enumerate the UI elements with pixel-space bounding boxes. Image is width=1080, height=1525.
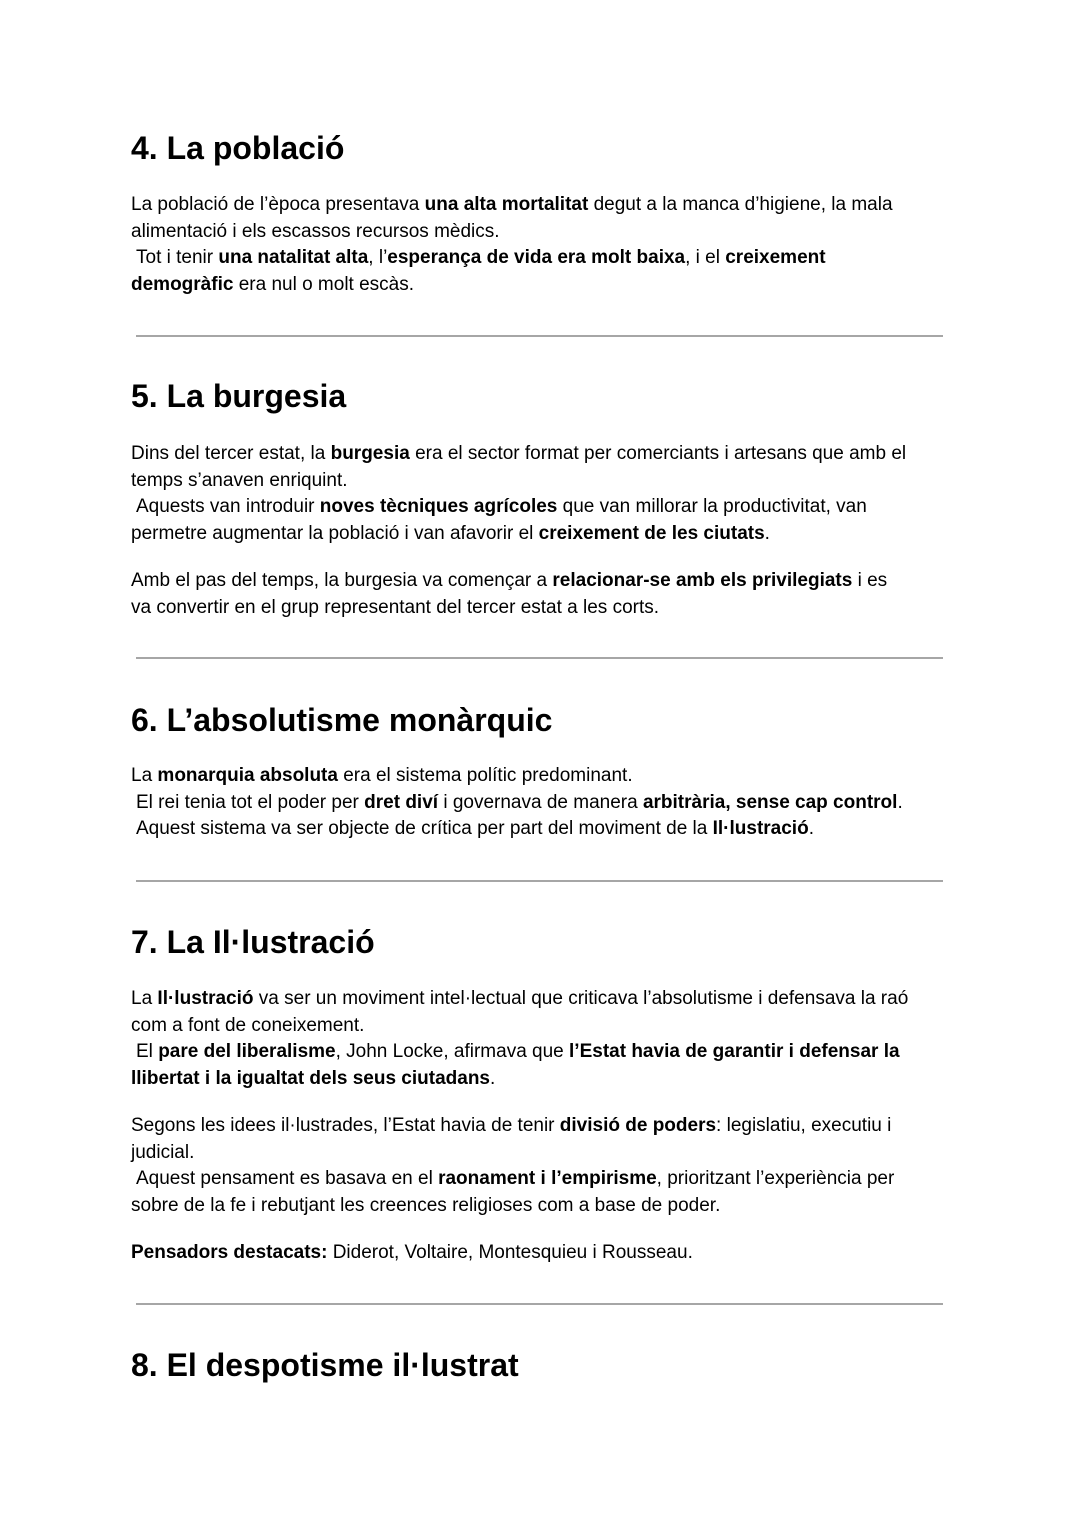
paragraph	[131, 763, 946, 843]
section-body	[131, 441, 946, 547]
text-line: La població de l’època presentava una alta mortalitat degut a la manca d’higiene, la mala	[131, 194, 893, 215]
text-line: com a font de coneixement.	[131, 1014, 365, 1036]
text-line: temps s’anaven enriquint.	[131, 469, 348, 491]
section-divider	[136, 657, 943, 659]
paragraph	[131, 192, 946, 298]
text-line: Aquest sistema va ser objecte de crítica per part del moviment de la Il·lustració.	[136, 818, 814, 839]
text-line: Amb el pas del temps, la burgesia va començar a relacionar-se amb els privilegiats i es	[131, 570, 888, 591]
text-line: Aquests van introduir noves tècniques agrícoles que van millorar la productivitat, van	[136, 496, 867, 517]
text-line: El pare del liberalisme, John Locke, afirmava que l’Estat havia de garantir i defensar la	[136, 1041, 900, 1062]
section-body	[131, 1240, 946, 1267]
text-line: La Il·lustració va ser un moviment intel·lectual que criticava l’absolutisme i defensava la raó	[131, 988, 909, 1009]
section-body	[131, 763, 946, 843]
paragraph	[131, 568, 946, 621]
paragraph	[131, 1240, 946, 1267]
text-line: Dins del tercer estat, la burgesia era el sector format per comerciants i artesans que amb el	[131, 443, 907, 464]
text-line: demogràfic era nul o molt escàs.	[131, 273, 415, 295]
paragraph	[131, 986, 946, 1092]
section-title: 6. L’absolutisme monàrquic	[131, 702, 553, 738]
text-line: Pensadors destacats: Diderot, Voltaire, Montesquieu i Rousseau.	[131, 1242, 693, 1263]
text-line: Tot i tenir una natalitat alta, l’esperança de vida era molt baixa, i el creixement	[136, 247, 826, 268]
section-title: 7. La Il·lustració	[131, 924, 375, 960]
text-line: La monarquia absoluta era el sistema polític predominant.	[131, 765, 633, 786]
text-line: permetre augmentar la població i van afavorir el creixement de les ciutats.	[131, 522, 770, 544]
section-title: 8. El despotisme il·lustrat	[131, 1347, 519, 1383]
text-line: llibertat i la igualtat dels seus ciutadans.	[131, 1067, 496, 1089]
text-line: sobre de la fe i rebutjant les creences religioses com a base de poder.	[131, 1194, 721, 1216]
text-line: alimentació i els escassos recursos mèdics.	[131, 220, 500, 242]
section-divider	[136, 1303, 943, 1305]
section-body	[131, 1113, 946, 1219]
section-body	[131, 986, 946, 1092]
section-title: 5. La burgesia	[131, 378, 347, 414]
section-body	[131, 192, 946, 298]
section-divider	[136, 335, 943, 337]
text-line: Segons les idees il·lustrades, l’Estat havia de tenir divisió de poders: legislatiu, executiu i	[131, 1115, 892, 1136]
section-body	[131, 568, 946, 621]
paragraph	[131, 1113, 946, 1219]
text-line: El rei tenia tot el poder per dret diví i governava de manera arbitrària, sense cap control.	[136, 791, 903, 813]
section-divider	[136, 880, 943, 882]
text-line: judicial.	[131, 1141, 195, 1163]
section-title: 4. La població	[131, 130, 345, 166]
text-line: Aquest pensament es basava en el raonament i l’empirisme, prioritzant l’experiència per	[136, 1168, 895, 1189]
paragraph	[131, 441, 946, 547]
text-line: va convertir en el grup representant del tercer estat a les corts.	[131, 596, 660, 618]
